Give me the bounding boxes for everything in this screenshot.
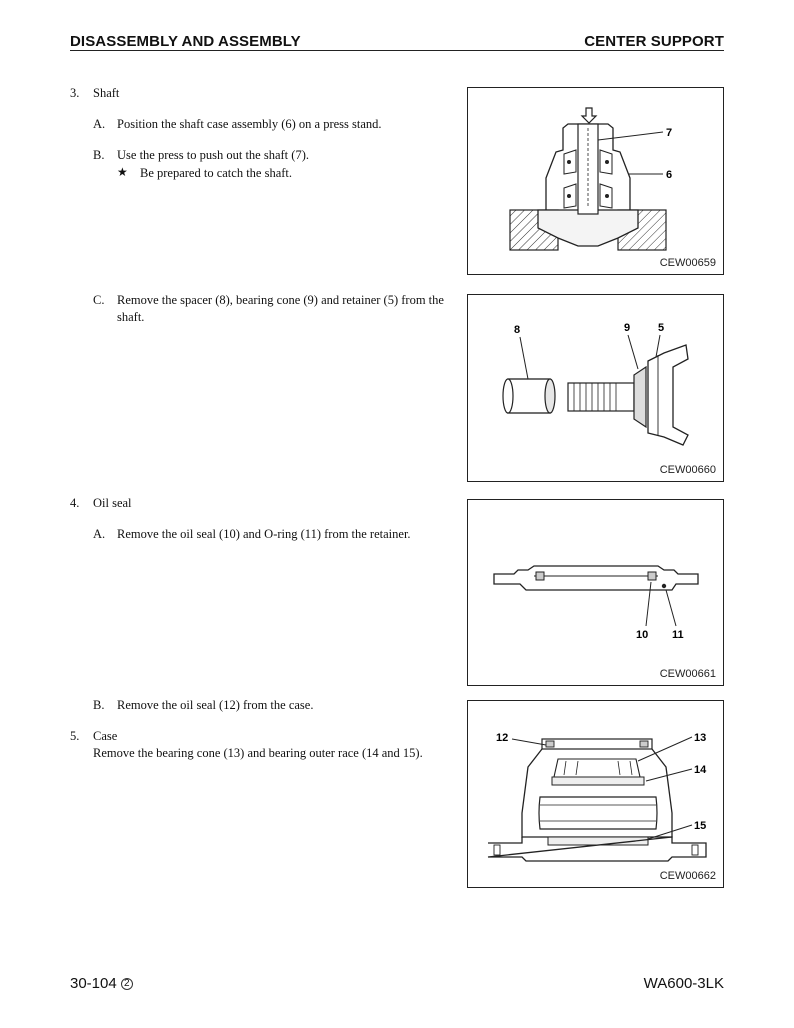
header-rule <box>70 50 724 51</box>
step-3-number: 3. <box>70 86 80 100</box>
section-title: DISASSEMBLY AND ASSEMBLY <box>70 33 301 50</box>
step-3c-text-line1: Remove the spacer (8), bearing cone (9) and retainer (5) from the <box>117 293 444 307</box>
figure-shaft-press <box>467 87 724 275</box>
page-number-block <box>70 975 133 992</box>
callout-9: 9 <box>624 322 631 334</box>
step-3b-note: Be prepared to catch the shaft. <box>140 166 293 180</box>
revision-badge: 2 <box>121 978 133 990</box>
step-5-title: Case <box>93 729 118 743</box>
step-3a-label: A. <box>93 117 106 131</box>
figure-caption: CEW00659 <box>659 257 716 269</box>
callout-6: 6 <box>666 169 673 181</box>
shaft-press-drawing <box>468 88 723 274</box>
callout-7: 7 <box>666 127 673 139</box>
star-icon: ★ <box>117 165 128 179</box>
figure-caption: CEW00662 <box>659 870 716 882</box>
step-5-text: Remove the bearing cone (13) and bearing outer race (14 and 15). <box>93 746 423 760</box>
step-3c-label: C. <box>93 293 105 307</box>
callout-15: 15 <box>694 820 707 832</box>
step-4b-text: Remove the oil seal (12) from the case. <box>117 698 314 712</box>
press-arrow-icon <box>582 108 596 123</box>
figure-caption: CEW00660 <box>659 464 716 476</box>
figure-retainer-seal <box>467 499 724 686</box>
callout-12: 12 <box>496 732 509 744</box>
step-4a-label: A. <box>93 527 106 541</box>
callout-13: 13 <box>694 732 707 744</box>
figure-caption: CEW00661 <box>659 668 716 680</box>
step-3a-text: Position the shaft case assembly (6) on a press stand. <box>117 117 382 131</box>
figure-shaft-parts <box>467 294 724 482</box>
step-3c-text-line2: shaft. <box>117 310 145 324</box>
callout-5: 5 <box>658 322 665 334</box>
step-4a-text: Remove the oil seal (10) and O-ring (11) from the retainer. <box>117 527 411 541</box>
callout-11: 11 <box>672 629 684 641</box>
step-3-title: Shaft <box>93 86 120 100</box>
callout-14: 14 <box>694 764 707 776</box>
retainer-seal-drawing <box>468 500 723 685</box>
step-4-title: Oil seal <box>93 496 132 510</box>
callout-8: 8 <box>514 324 521 336</box>
step-4-number: 4. <box>70 496 80 510</box>
chapter-title: CENTER SUPPORT <box>584 33 724 50</box>
step-3b-label: B. <box>93 148 105 162</box>
callout-10: 10 <box>636 629 649 641</box>
figure-case-bearings <box>467 700 724 888</box>
step-5-number: 5. <box>70 729 80 743</box>
step-3b-text: Use the press to push out the shaft (7). <box>117 148 309 162</box>
step-4b-label: B. <box>93 698 105 712</box>
case-bearings-drawing <box>468 701 723 887</box>
model-code: WA600-3LK <box>643 975 724 992</box>
shaft-parts-drawing <box>468 295 723 481</box>
page-number: 30-104 <box>70 975 117 992</box>
